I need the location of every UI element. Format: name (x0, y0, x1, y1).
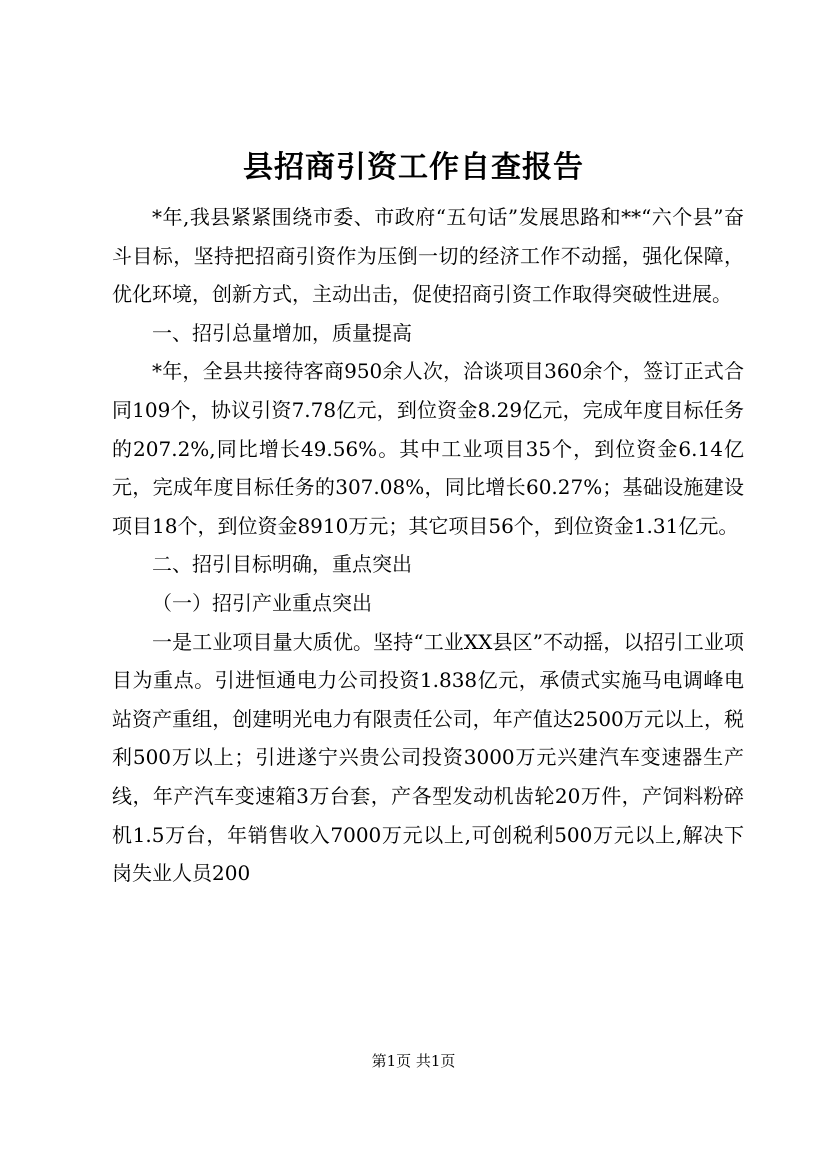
document-body (112, 198, 744, 893)
subsection-heading-1: （一）招引产业重点突出 (152, 590, 372, 615)
section-heading-1: 一、招引总量增加，质量提高 (152, 320, 412, 345)
page-footer: 第1页 共1页 (371, 1052, 456, 1070)
document-title: 县招商引资工作自查报告 (243, 150, 584, 185)
intro-paragraph: *年,我县紧紧围绕市委、市政府“五句话”发展思路和**“六个县”奋斗目标，坚持把招商引资作为压倒一切的经济工作不动摇，强化保障，优化环境，创新方式，主动出击，促使招商引资工作取得突破性进展。 (112, 205, 744, 307)
subsection-1-paragraph: 一是工业项目量大质优。坚持“工业XX县区”不动摇，以招引工业项目为重点。引进恒通电力公司投资1.838亿元，承债式实施马电调峰电站资产重组，创建明光电力有限责任公司，年产值达2500万元以上，税利500万以上；引进遂宁兴贵公司投资3000万元兴建汽车变速器生产线，年产汽车变速箱3万台套，产各型发动机齿轮20万件，产饲料粉碎机1.5万台，年销售收入7000万元以上,可创税利500万元以上,解决下岗失业人员200 (112, 629, 744, 886)
section-1-paragraph: *年，全县共接待客商950余人次，洽谈项目360余个，签订正式合同109个，协议引资7.78亿元，到位资金8.29亿元，完成年度目标任务的207.2%,同比增长49.56%。其中工业项目35个，到位资金6.14亿元，完成年度目标任务的307.08%，同比增长60.27%；基础设施建设项目18个，到位资金8910万元；其它项目56个，到位资金1.31亿元。 (112, 359, 744, 538)
section-heading-2: 二、招引目标明确，重点突出 (152, 552, 412, 577)
